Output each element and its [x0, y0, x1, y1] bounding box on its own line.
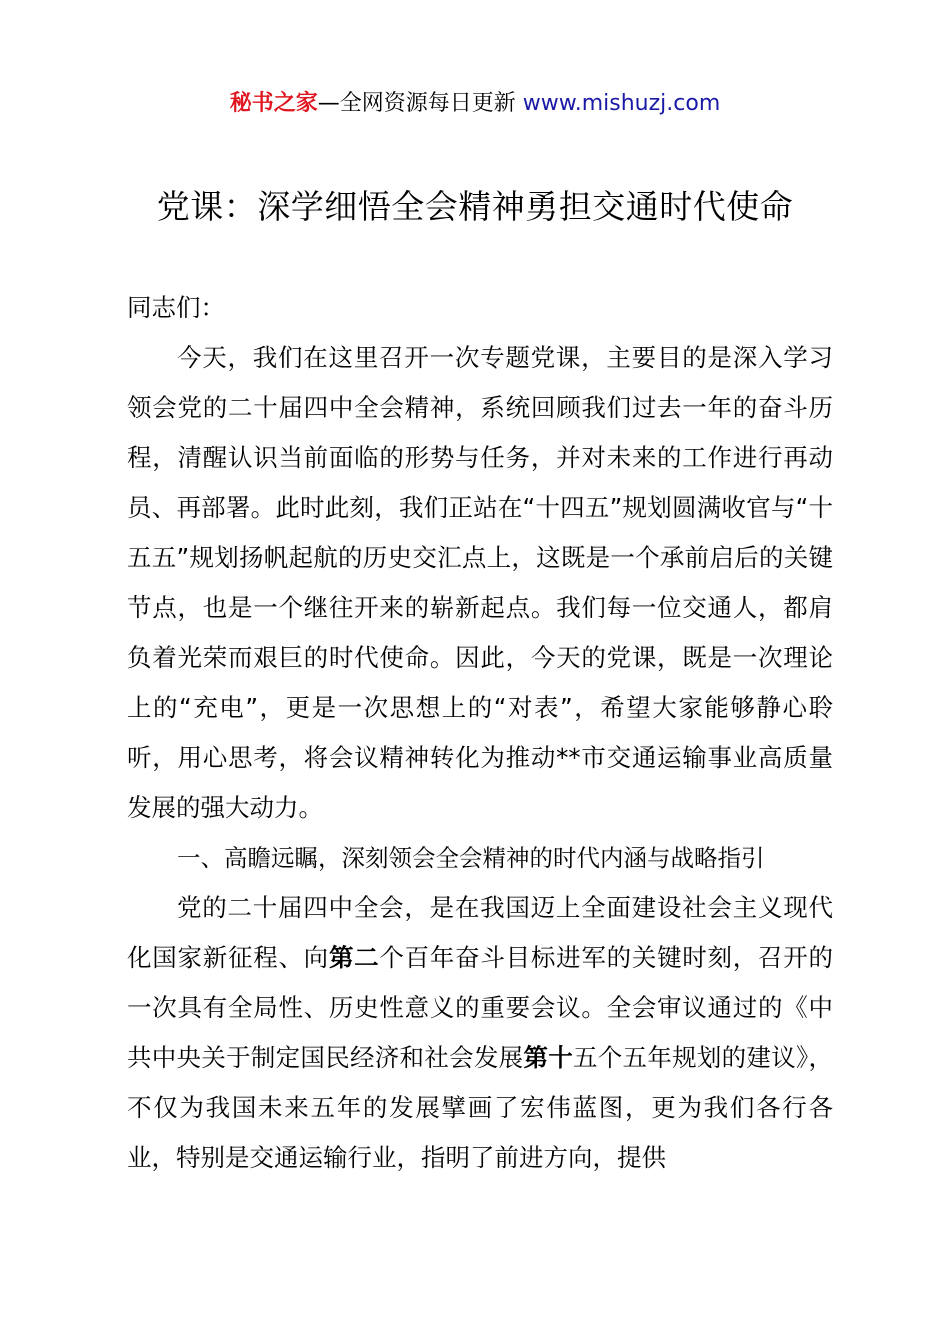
- document-body: [127, 283, 833, 1183]
- section-heading: [127, 833, 833, 883]
- brand-name: 秘书之家: [229, 91, 318, 116]
- bold-text: 第二: [328, 943, 380, 972]
- section-paragraph: [127, 883, 833, 1183]
- header-tagline: —全网资源每日更新: [317, 91, 523, 116]
- paragraph-text: 五个五年规划的建议》，不仅为我国未来五年的发展擘画了宏伟蓝图，更为我们各行各业，特别是交通运输行业，指明了前进方向，提供: [127, 1043, 834, 1172]
- document-title: 党课：深学细悟全会精神勇担交通时代使命: [156, 187, 794, 226]
- paragraph-text: 个百年奋斗目标进军的关键时刻，召开的一次具有全局性、历史性意义的重要会议。全会审议通过的《中共中央关于制定国民经济和社会发展: [127, 943, 834, 1072]
- intro-paragraph: 今天，我们在这里召开一次专题党课，主要目的是深入学习领会党的二十届四中全会精神，系统回顾我们过去一年的奋斗历程，清醒认识当前面临的形势与任务，并对未来的工作进行再动员、再部署。此时此刻，我们正站在“十四五”规划圆满收官与“十五五”规划扬帆起航的历史交汇点上，这既是一个承前启后的关键节点，也是一个继往开来的崭新起点。我们每一位交通人，都肩负着光荣而艰巨的时代使命。因此，今天的党课，既是一次理论上的“充电”，更是一次思想上的“对表”，希望大家能够静心聆听，用心思考，将会议精神转化为推动**市交通运输事业高质量发展的强大动力。: [127, 343, 833, 822]
- site-url-link[interactable]: www.mishuzj.com: [522, 91, 721, 116]
- paragraph-text: 党的二十届四中全会，是在我国迈上全面建设社会主义现代化国家新征程、向: [127, 893, 833, 972]
- section-heading-text: 高瞻远瞩，深刻领会全会精神的时代内涵与战略指引: [224, 844, 765, 872]
- bold-text: 第十: [523, 1043, 573, 1072]
- site-header: [0, 88, 950, 120]
- section-number: 一、: [177, 844, 224, 872]
- salutation: 同志们：: [127, 293, 225, 322]
